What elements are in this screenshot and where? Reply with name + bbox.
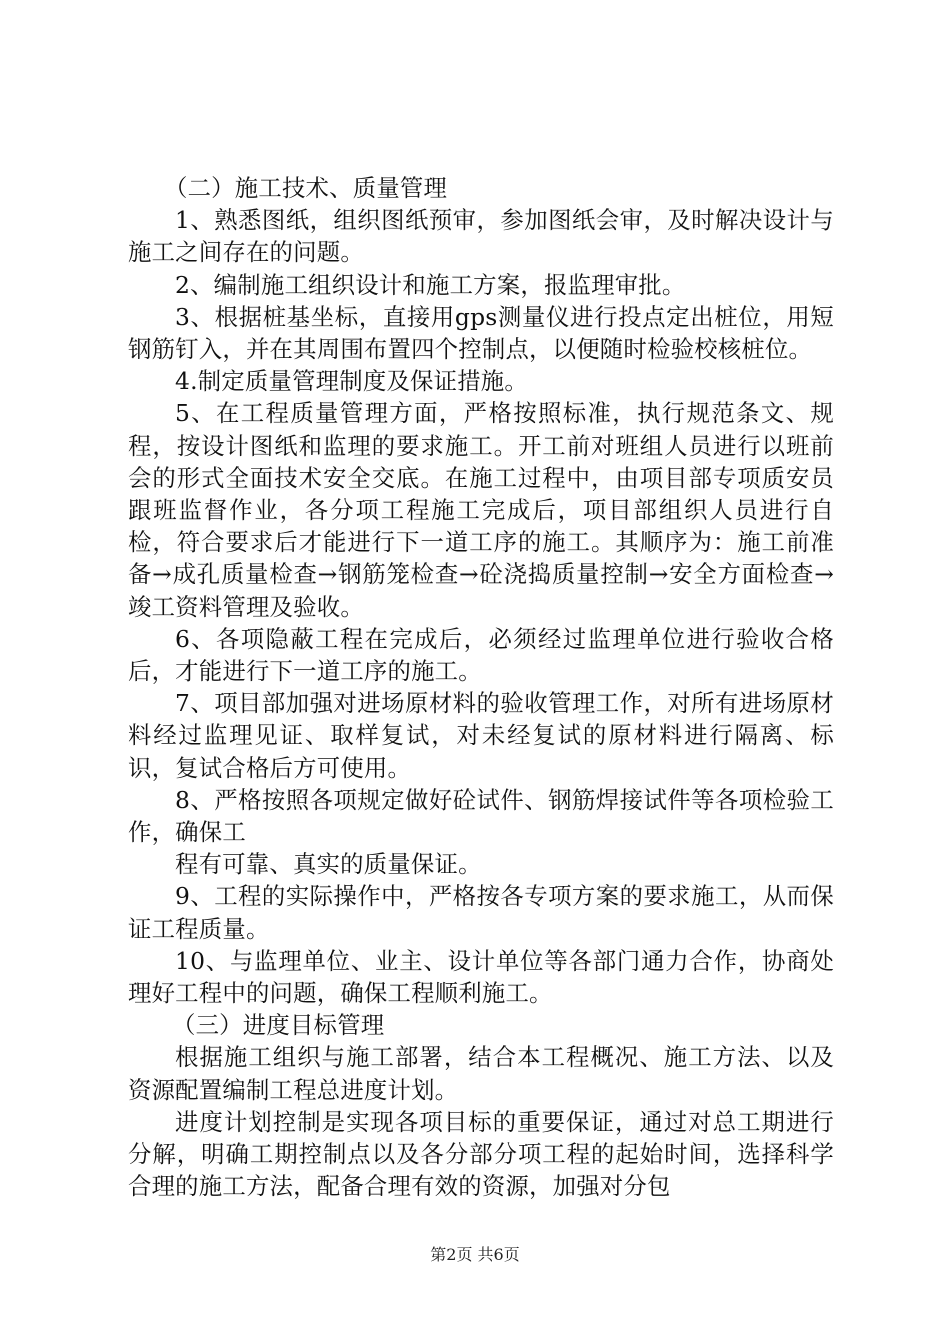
paragraph-2: 2、编制施工组织设计和施工方案，报监理审批。: [175, 270, 686, 299]
section-heading-construction-quality: （二）施工技术、质量管理: [164, 174, 448, 202]
paragraph-7: 7、项目部加强对进场原材料的验收管理工作，对所有进场原材料经过监理见证、取样复试，对未经复试的原材料进行隔离、标识，复试合格后方可使用。: [128, 689, 834, 782]
paragraph-6: 6、各项隐蔽工程在完成后，必须经过监理单位进行验收合格后，才能进行下一道工序的施工。: [128, 624, 834, 686]
paragraph-4: 4.制定质量管理制度及保证措施。: [175, 367, 528, 396]
paragraph-10: 10、与监理单位、业主、设计单位等各部门通力合作，协商处理好工程中的问题，确保工程顺利施工。: [128, 946, 834, 1008]
page-footer: [0, 1245, 950, 1265]
paragraph-schedule-plan: 根据施工组织与施工部署，结合本工程概况、施工方法、以及资源配置编制工程总进度计划。: [128, 1043, 834, 1104]
paragraph-8: 8、严格按照各项规定做好砼试件、钢筋焊接试件等各项检验工作，确保工: [128, 785, 834, 847]
paragraph-9: 9、工程的实际操作中，严格按各专项方案的要求施工，从而保证工程质量。: [128, 882, 834, 943]
paragraph-5: 5、在工程质量管理方面，严格按照标准，执行规范条文、规程，按设计图纸和监理的要求施工。开工前对班组人员进行以班前会的形式全面技术安全交底。在施工过程中，由项目部专项质安员跟班监督作业，各分项工程施工完成后，项目部组织人员进行自检，符合要求后才能进行下一道工序的施工。其顺序为：施工前准备→成孔质量检查→钢筋笼检查→砼浇捣质量控制→安全方面检查→竣工资料管理及验收。: [128, 399, 834, 621]
page-number: 第2页 共6页: [430, 1245, 520, 1264]
document-body: [128, 172, 834, 1203]
paragraph-3: 3、根据桩基坐标，直接用gps测量仪进行投点定出桩位，用短钢筋钉入，并在其周围布置四个控制点，以便随时检验校核桩位。: [128, 302, 834, 364]
paragraph-1: 1、熟悉图纸，组织图纸预审，参加图纸会审，及时解决设计与施工之间存在的问题。: [128, 206, 834, 267]
section-heading-schedule: （三）进度目标管理: [172, 1011, 385, 1040]
paragraph-8-continuation: 程有可靠、真实的质量保证。: [175, 850, 482, 879]
paragraph-schedule-control: 进度计划控制是实现各项目标的重要保证，通过对总工期进行分解，明确工期控制点以及各分部分项工程的起始时间，选择科学合理的施工方法，配备合理有效的资源，加强对分包: [128, 1107, 834, 1201]
